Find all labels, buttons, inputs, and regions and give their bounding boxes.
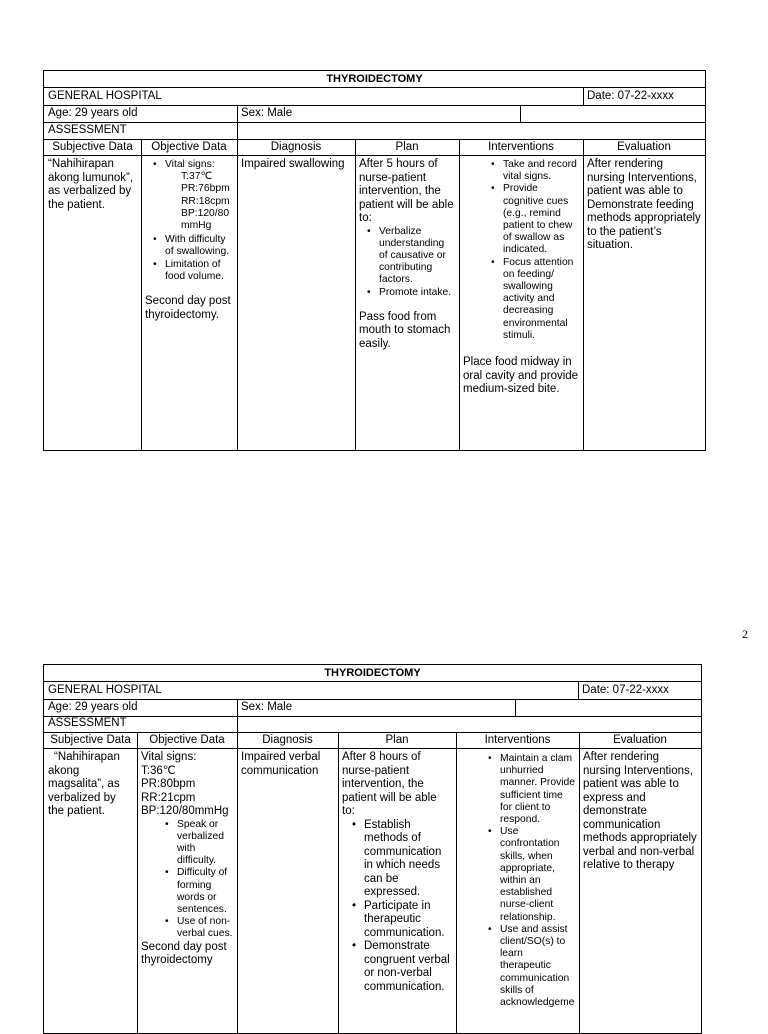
hospital-name: GENERAL HOSPITAL: [48, 684, 162, 696]
diagnosis-text: Impaired swallowing: [241, 158, 345, 170]
objective-data: [137, 749, 237, 970]
header-evaluation: Evaluation: [617, 141, 671, 153]
vital-bp: BP:120/80 mmHg: [181, 207, 230, 232]
vital-signs-label: Vital signs:: [141, 751, 197, 763]
vital-bp: BP:120/80mmHg: [141, 805, 229, 817]
plan-data: [355, 156, 459, 353]
interventions-data: [459, 157, 583, 399]
hospital-row: [44, 88, 705, 106]
column-header-row: [44, 140, 705, 156]
plan-bullet: • Establish methods of communication in which needs can be expressed.: [364, 819, 452, 900]
diagnosis-data: [237, 749, 338, 780]
title-row: [44, 665, 701, 682]
interventions-data: [456, 751, 579, 1011]
intervention-item: • Take and record vital signs.: [503, 159, 579, 183]
vital-rr: RR:21cpm: [141, 791, 196, 804]
sex-label: Sex: Male: [241, 107, 293, 119]
table-title: THYROIDECTOMY: [324, 667, 421, 679]
plan-bullet: • Demonstrate congruent verbal or non-verbal communication.: [364, 940, 452, 994]
subjective-data: [44, 156, 141, 214]
intervention-item: • Maintain a clam unhurried manner. Provide sufficient time for client to respond.: [500, 753, 575, 826]
intervention-item: • Focus attention on feeding/ swallowing activity and decreasing environmental stimuli.: [503, 257, 579, 342]
column-header-row: [44, 733, 701, 749]
objective-bullet: • Limitation of food volume.: [165, 259, 233, 283]
objective-bullet: • Difficulty of forming words or sentences.: [177, 867, 233, 916]
assessment-label: ASSESSMENT: [48, 124, 127, 136]
header-interventions: Interventions: [484, 734, 551, 746]
plan-data: [338, 749, 456, 996]
plan-intro: After 5 hours of nurse-patient intervention, the patient will be able to:: [359, 158, 454, 224]
objective-note: Second day post thyroidectomy.: [145, 295, 231, 321]
header-plan: Plan: [395, 141, 419, 153]
table-title: THYROIDECTOMY: [326, 73, 423, 85]
evaluation-text: After rendering nursing Interventions, patient was able to Demonstrate feeding methods appropriately to the patient’s situation.: [587, 158, 701, 251]
age-row: [44, 106, 705, 123]
objective-data: [141, 157, 237, 324]
assessment-label: ASSESSMENT: [48, 717, 127, 729]
hospital-name: GENERAL HOSPITAL: [48, 90, 162, 102]
intervention-item: • Use and assist client/SO(s) to learn therapeutic communication skills of acknowledgeme: [500, 924, 575, 1009]
vital-pr: PR:80bpm: [141, 778, 196, 790]
diagnosis-text: Impaired verbal communication: [241, 751, 321, 777]
page-number: 2: [742, 627, 748, 641]
intervention-item: • Use confrontation skills, when appropriate, within an established nurse-client relationship.: [500, 826, 575, 924]
intervention-item: • Provide cognitive cues (e.g., remind patient to chew of swallow as indicated.: [503, 183, 579, 256]
assessment-row: [44, 123, 705, 140]
header-subjective: Subjective Data: [50, 734, 131, 746]
vitals-list: [145, 171, 233, 232]
vital-signs-item: • Vital signs:: [165, 159, 233, 171]
header-objective: Objective Data: [149, 734, 225, 746]
care-plan-table-2: [43, 664, 702, 1034]
evaluation-data: [583, 156, 705, 255]
hospital-row: [44, 682, 701, 700]
subjective-text: “Nahihirapan akong magsalita”, as verbalized by the patient.: [48, 751, 120, 817]
evaluation-text: After rendering nursing Interventions, patient was able to express and demonstrate communication methods appropriately verbal and non-verbal relative to therapy: [583, 751, 697, 871]
header-evaluation: Evaluation: [613, 734, 667, 746]
plan-bullet: • Verbalize understanding of causative or contributing factors.: [379, 226, 455, 287]
plan-bullet: • Participate in therapeutic communication.: [364, 900, 452, 941]
header-subjective: Subjective Data: [52, 141, 133, 153]
plan-note: Pass food from mouth to stomach easily.: [359, 310, 451, 350]
age-label: Age: 29 years old: [48, 107, 138, 119]
evaluation-data: [579, 749, 701, 875]
objective-bullet: • Use of non-verbal cues.: [177, 916, 233, 940]
subjective-text: “Nahihirapan akong lumunok”, as verbalized by the patient.: [48, 158, 134, 211]
diagnosis-data: [237, 156, 355, 174]
vital-temp: T:37℃: [181, 171, 213, 183]
age-label: Age: 29 years old: [48, 701, 138, 713]
header-objective: Objective Data: [151, 141, 227, 153]
plan-bullet: • Promote intake.: [379, 287, 455, 299]
interventions-note: Place food midway in oral cavity and provide medium-sized bite.: [463, 356, 579, 396]
header-diagnosis: Diagnosis: [270, 141, 322, 153]
header-diagnosis: Diagnosis: [262, 734, 313, 746]
objective-note: Second day post thyroidectomy: [141, 940, 227, 967]
sex-label: Sex: Male: [241, 701, 293, 713]
date-label: Date: 07-22-xxxx: [587, 90, 674, 102]
assessment-row: [44, 717, 701, 733]
age-row: [44, 700, 701, 717]
header-interventions: Interventions: [488, 141, 554, 153]
care-plan-table-1: [43, 70, 706, 451]
vital-rr: RR:18cpm: [181, 195, 230, 207]
date-label: Date: 07-22-xxxx: [582, 684, 669, 696]
objective-bullet: • With difficulty of swallowing.: [165, 234, 233, 258]
vital-pr: PR:76bpm: [181, 183, 230, 195]
vital-temp: T:36℃: [141, 764, 176, 777]
title-row: [44, 71, 705, 88]
subjective-data: [44, 749, 137, 821]
plan-intro: After 8 hours of nurse-patient intervention, the patient will be able to:: [342, 751, 437, 817]
objective-bullet: • Speak or verbalized with difficulty.: [177, 819, 233, 868]
header-plan: Plan: [385, 734, 409, 746]
